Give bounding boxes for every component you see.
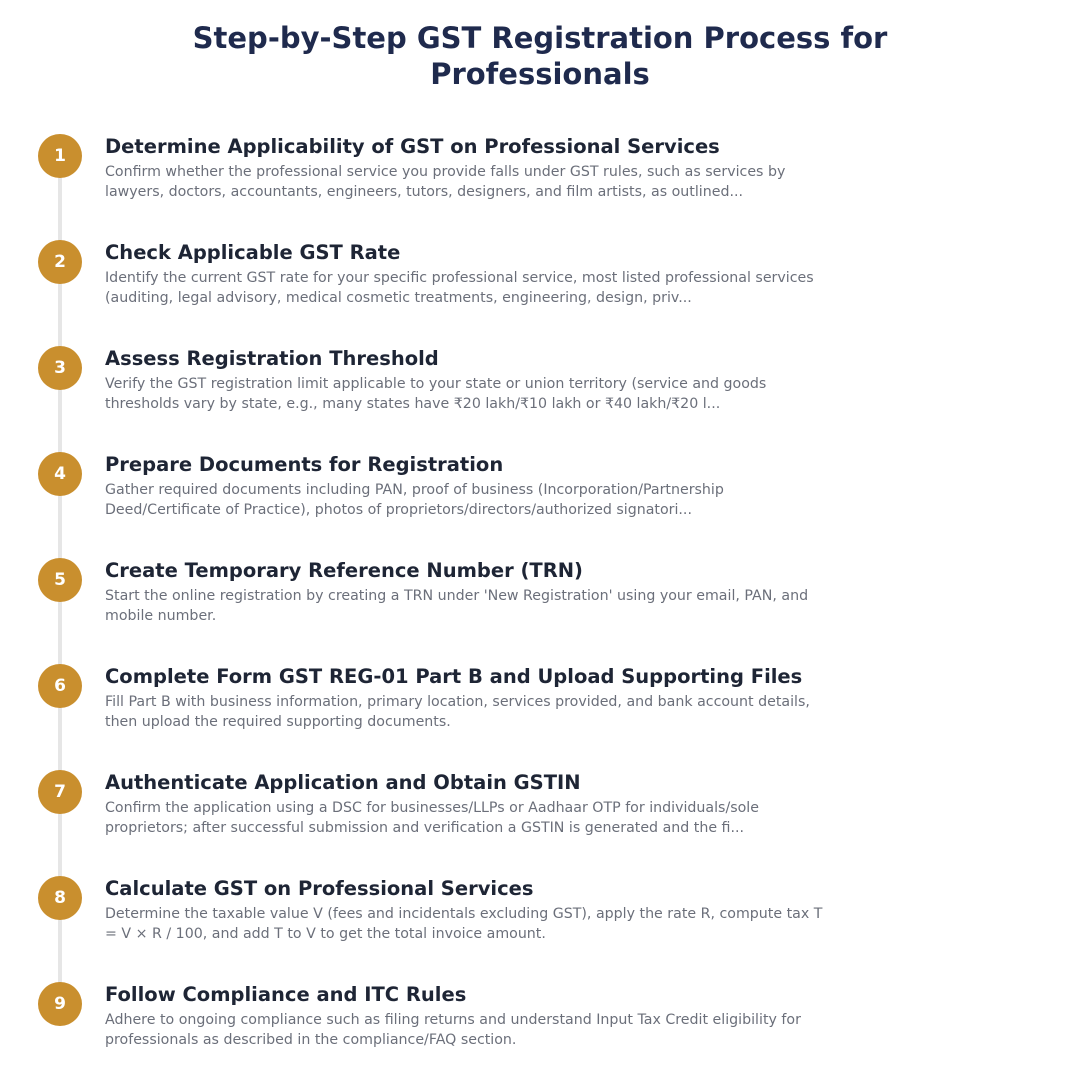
step-description: Start the online registration by creating a TRN under 'New Registration' using your email, PAN, and mobile number.: [105, 588, 809, 624]
step-item-2: [0, 240, 1080, 330]
step-description: Confirm whether the professional service you provide falls under GST rules, such as services by lawyers, doctors, accountants, engineers, tutors, designers, and film artists, as outlined...: [105, 164, 786, 200]
step-item-5: [0, 558, 1080, 648]
step-item-8: [0, 876, 1080, 966]
step-number-badge: 4: [38, 452, 82, 496]
step-description: Confirm the application using a DSC for businesses/LLPs or Aadhaar OTP for individuals/sole proprietors; after successful submission and verification a GSTIN is generated and the fi...: [105, 800, 759, 836]
step-number-badge: 5: [38, 558, 82, 602]
step-title: Assess Registration Threshold: [105, 347, 439, 370]
step-title: Follow Compliance and ITC Rules: [105, 983, 467, 1006]
step-item-1: [0, 134, 1080, 224]
step-item-9: [0, 982, 1080, 1072]
step-item-4: [0, 452, 1080, 542]
step-description: Gather required documents including PAN, proof of business (Incorporation/Partnership Deed/Certificate of Practice), photos of proprietors/directors/authorized signatori...: [105, 482, 724, 518]
step-title: Create Temporary Reference Number (TRN): [105, 559, 583, 582]
step-number-badge: 8: [38, 876, 82, 920]
step-description: Adhere to ongoing compliance such as filing returns and understand Input Tax Credit eligibility for professionals as described in the compliance/FAQ section.: [105, 1012, 801, 1048]
step-item-6: [0, 664, 1080, 754]
step-number-badge: 6: [38, 664, 82, 708]
step-title: Check Applicable GST Rate: [105, 241, 401, 264]
step-number-badge: 7: [38, 770, 82, 814]
step-title: Complete Form GST REG-01 Part B and Upload Supporting Files: [105, 665, 803, 688]
step-title: Determine Applicability of GST on Professional Services: [105, 135, 720, 158]
step-number-badge: 2: [38, 240, 82, 284]
step-title: Authenticate Application and Obtain GSTIN: [105, 771, 581, 794]
step-title: Calculate GST on Professional Services: [105, 877, 534, 900]
step-number-badge: 1: [38, 134, 82, 178]
step-number-badge: 3: [38, 346, 82, 390]
step-title: Prepare Documents for Registration: [105, 453, 504, 476]
step-description: Fill Part B with business information, primary location, services provided, and bank account details, then upload the required supporting documents.: [105, 694, 810, 730]
page-title: Step-by-Step GST Registration Process for Professionals: [192, 21, 888, 91]
step-description: Identify the current GST rate for your specific professional service, most listed professional services (auditing, legal advisory, medical cosmetic treatments, engineering, design, priv...: [105, 270, 814, 306]
step-description: Determine the taxable value V (fees and incidentals excluding GST), apply the rate R, compute tax T = V × R / 100, and add T to V to get the total invoice amount.: [105, 906, 823, 942]
step-item-7: [0, 770, 1080, 860]
step-number-badge: 9: [38, 982, 82, 1026]
step-item-3: [0, 346, 1080, 436]
step-description: Verify the GST registration limit applicable to your state or union territory (service and goods thresholds vary by state, e.g., many states have ₹20 lakh/₹10 lakh or ₹40 lakh/₹20 l...: [105, 376, 767, 412]
